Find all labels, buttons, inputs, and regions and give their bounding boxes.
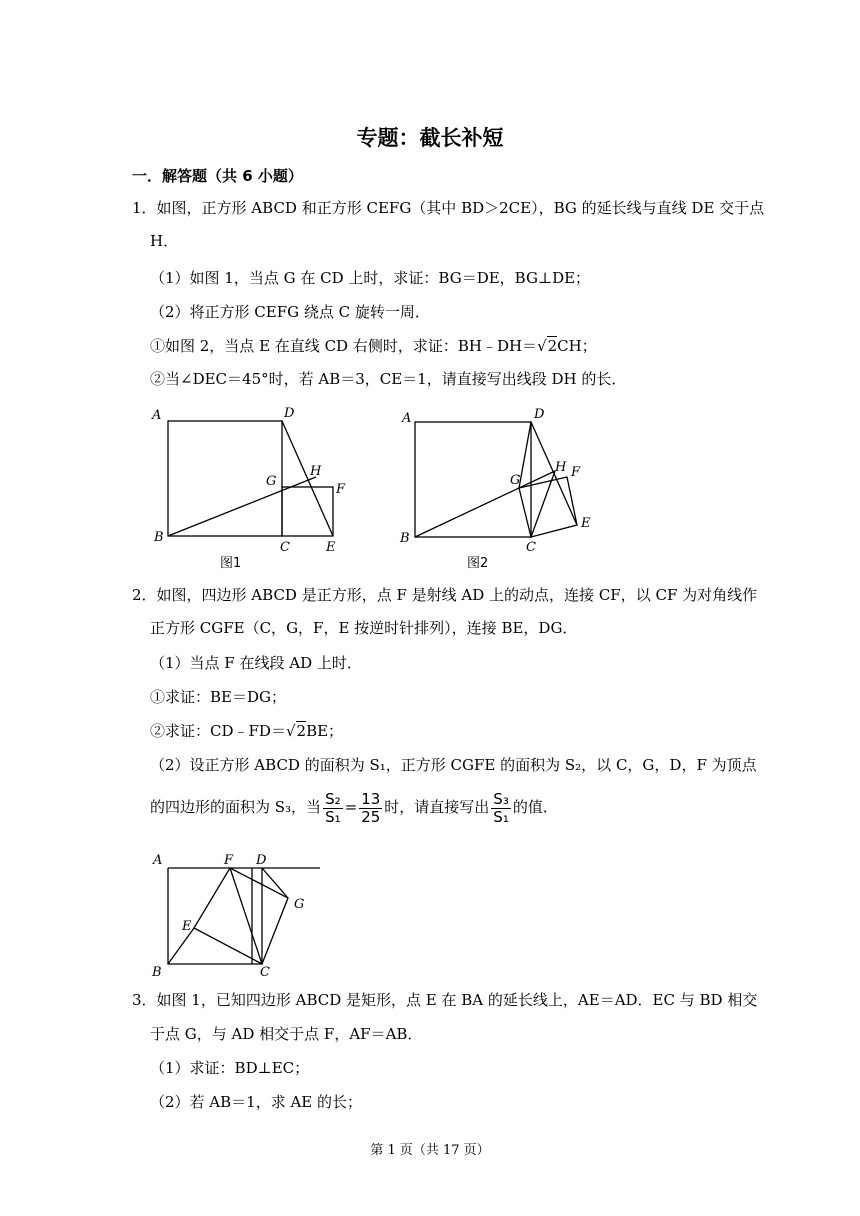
fraction-s2-s1: $\frac{\text{S₂}}{\text{S₁}}$ xyxy=(325,789,341,826)
label-c: C xyxy=(280,540,290,555)
label-f: F xyxy=(571,465,581,480)
fraction-13-25: $\frac{13}{25}$ xyxy=(361,789,381,826)
q2-line-3: （1）当点 F 在线段 AD 上时． xyxy=(150,654,362,672)
sqrt-2: √2 xyxy=(285,722,307,740)
figure-1-caption: 图1 xyxy=(220,556,242,571)
label-d: D xyxy=(256,853,267,868)
q1-line-1: 1．如图，正方形 ABCD 和正方形 CEFG（其中 BD＞2CE），BG 的延长线与直线 DE 交于点 xyxy=(132,199,765,217)
label-h: H xyxy=(310,464,322,479)
q2-line-5 xyxy=(150,721,343,741)
q2-line-7-mid: 时，请直接写出 xyxy=(384,798,490,816)
q2-line-1: 2．如图，四边形 ABCD 是正方形，点 F 是射线 AD 上的动点，连接 CF，以 CF 为对角线作 xyxy=(132,586,758,604)
label-b: B xyxy=(154,530,164,545)
label-e: E xyxy=(581,516,591,531)
q2-line-5-text: ②求证：CD﹣FD＝ xyxy=(150,722,286,740)
label-f: F xyxy=(336,482,346,497)
page-title: 专题：截长补短 xyxy=(356,126,504,150)
line-dg xyxy=(262,868,288,898)
q2-line-4: ①求证：BE＝DG； xyxy=(150,688,286,706)
label-b: B xyxy=(400,531,410,546)
label-g: G xyxy=(266,474,277,489)
label-e: E xyxy=(326,540,336,555)
q1-line-5 xyxy=(150,336,597,356)
label-a: A xyxy=(152,408,162,423)
q1-line-2: H． xyxy=(150,232,179,250)
label-d: D xyxy=(534,407,545,422)
q1-line-5-tail: CH； xyxy=(557,337,597,355)
q3-line-2: 于点 G，与 AD 相交于点 F，AF＝AB． xyxy=(150,1025,423,1043)
q3-line-4: （2）若 AB＝1，求 AE 的长； xyxy=(150,1093,363,1111)
label-c: C xyxy=(260,965,270,980)
q1-line-4: （2）将正方形 CEFG 绕点 C 旋转一周． xyxy=(150,303,430,321)
q1-figure-2 xyxy=(397,403,612,571)
label-g: G xyxy=(294,897,305,912)
q2-line-7 xyxy=(150,788,558,826)
label-c: C xyxy=(526,540,536,555)
q2-line-2: 正方形 CGFE（C，G，F，E 按逆时针排列），连接 BE，DG． xyxy=(150,619,578,637)
q2-line-7-text: 的四边形的面积为 S₃，当 xyxy=(150,798,322,816)
label-b: B xyxy=(152,965,162,980)
q2-line-7-tail: 的值． xyxy=(512,798,558,816)
fraction-s3-s1: $\frac{\text{S₃}}{\text{S₁}}$ xyxy=(493,789,509,826)
square-abcd xyxy=(168,421,282,536)
label-d: D xyxy=(284,406,295,421)
q2-figure xyxy=(148,848,328,980)
q1-figure-1 xyxy=(150,403,365,571)
label-g: G xyxy=(510,473,521,488)
q2-line-6: （2）设正方形 ABCD 的面积为 S₁，正方形 CGFE 的面积为 S₂，以 C，G，D，F 为顶点 xyxy=(150,756,757,774)
q1-line-3: （1）如图 1，当点 G 在 CD 上时，求证：BG＝DE，BG⊥DE； xyxy=(150,269,591,287)
label-f: F xyxy=(224,853,234,868)
label-h: H xyxy=(555,460,567,475)
q2-line-5-tail: BE； xyxy=(306,722,344,740)
q3-line-3: （1）求证：BD⊥EC； xyxy=(150,1059,310,1077)
label-e: E xyxy=(182,919,192,934)
q1-line-6: ②当∠DEC＝45°时，若 AB＝3，CE＝1，请直接写出线段 DH 的长． xyxy=(150,370,627,388)
line-gd xyxy=(519,422,531,488)
square-abcd xyxy=(168,868,262,964)
q1-line-5-text: ①如图 2，当点 E 在直线 CD 右侧时，求证：BH﹣DH＝ xyxy=(150,337,538,355)
line-de xyxy=(282,421,333,536)
label-a: A xyxy=(153,853,163,868)
page-footer: 第 1 页（共 17 页） xyxy=(370,1143,490,1158)
line-bh xyxy=(168,477,316,536)
section-heading: 一．解答题（共 6 小题） xyxy=(132,167,303,185)
sqrt-2: √2 xyxy=(537,337,558,355)
figure-2-caption: 图2 xyxy=(467,556,489,571)
square-cefg xyxy=(282,487,333,536)
equals-sign: = xyxy=(344,798,358,816)
label-a: A xyxy=(402,411,412,426)
q3-line-1: 3．如图 1，已知四边形 ABCD 是矩形，点 E 在 BA 的延长线上，AE＝AD．EC 与 BD 相交 xyxy=(132,991,758,1009)
